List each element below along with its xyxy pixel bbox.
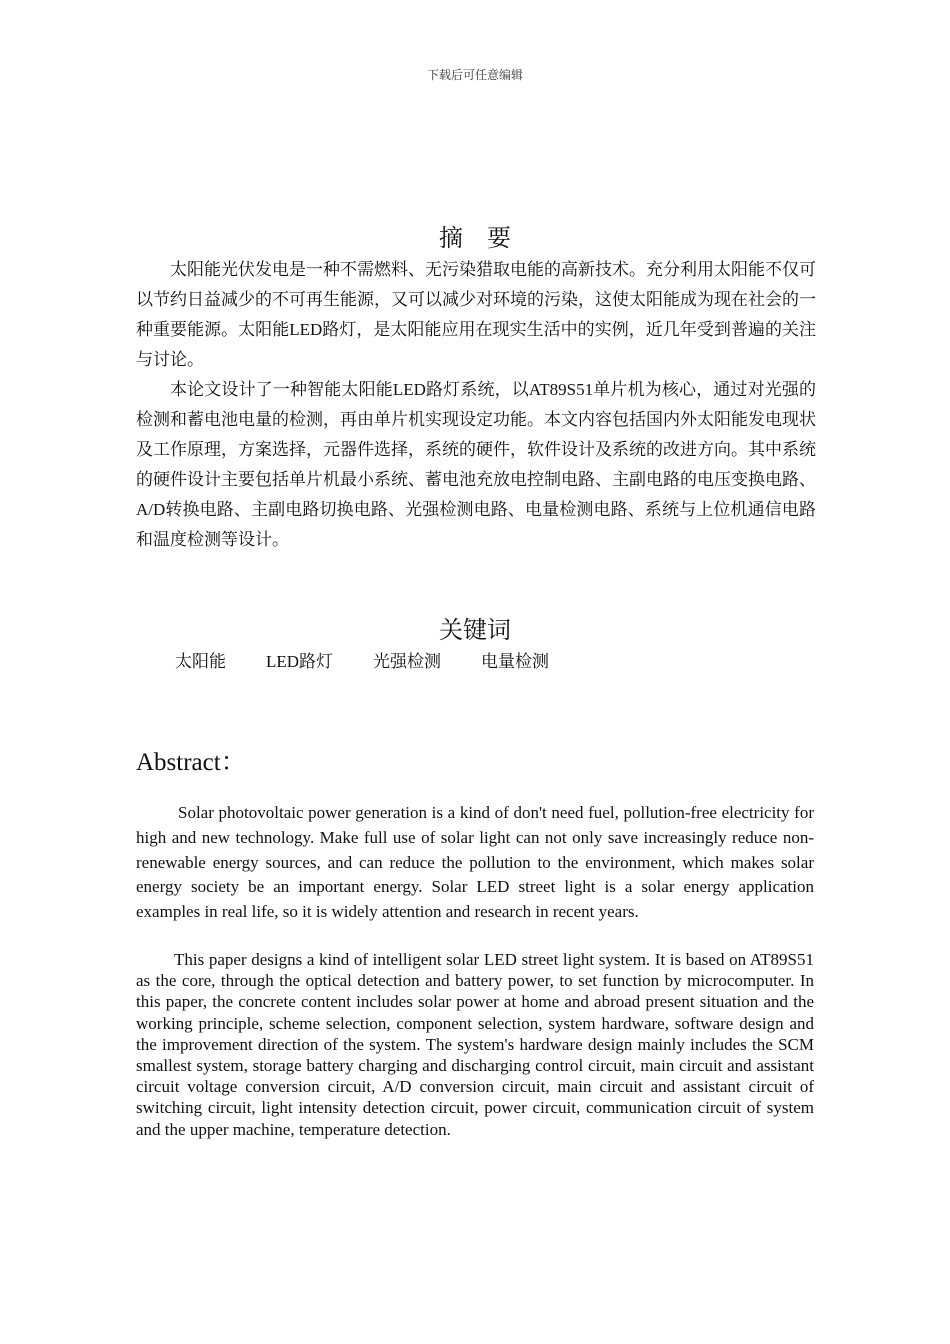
keyword-item: 光强检测 [373, 652, 442, 671]
keyword-item: LED路灯 [266, 652, 334, 671]
keywords-list [175, 647, 589, 677]
abstract-cn-body [136, 255, 816, 555]
keywords-title: 关键词 [439, 616, 511, 644]
abstract-en-paragraph-1-text: Solar photovoltaic power generation is a kind of don't need fuel, pollution-free electricity for high and new technology. Make full use of solar light can not only save increasingly reduce non-renewable energy sources, and can reduce the pollution to the environment, which makes solar energy society be an important energy. Solar LED street light is a solar energy application examples in real life, so it is widely attention and research in recent years. [136, 803, 814, 922]
abstract-cn-title-char-2: 要 [487, 224, 511, 252]
abstract-en-paragraph-2 [136, 949, 814, 1140]
page-header-note: 下载后可任意编辑 [426, 68, 523, 82]
abstract-cn-paragraph-1: 太阳能光伏发电是一种不需燃料、无污染猎取电能的高新技术。充分利用太阳能不仅可以节约日益减少的不可再生能源，又可以减少对环境的污染，这使太阳能成为现在社会的一种重要能源。太阳能LED路灯，是太阳能应用在现实生活中的实例，近几年受到普遍的关注与讨论。 [136, 260, 816, 369]
abstract-cn-title [0, 218, 950, 253]
abstract-cn-paragraph-2: 本论文设计了一种智能太阳能LED路灯系统，以AT89S51单片机为核心，通过对光强的检测和蓄电池电量的检测，再由单片机实现设定功能。本文内容包括国内外太阳能发电现状及工作原理，方案选择，元器件选择，系统的硬件，软件设计及系统的改进方向。其中系统的硬件设计主要包括单片机最小系统、蓄电池充放电控制电路、主副电路的电压变换电路、A/D转换电路、主副电路切换电路、光强检测电路、电量检测电路、系统与上位机通信电路和温度检测等设计。 [136, 380, 816, 549]
abstract-cn-title-char-1: 摘 [439, 224, 463, 252]
keyword-item: 太阳能 [175, 652, 226, 671]
abstract-en-paragraph-1 [136, 801, 814, 925]
keyword-item: 电量检测 [481, 652, 550, 671]
abstract-en-paragraph-2-text: This paper designs a kind of intelligent solar LED street light system. It is based on AT89S51 as the core, through the optical detection and battery power, to set function by microcomputer. In this paper, the concrete content includes solar power at home and abroad present situation and the working principle, scheme selection, component selection, system hardware, software design and the improvement direction of the system. The system's hardware design mainly includes the SCM smallest system, storage battery charging and discharging control circuit, main circuit and assistant circuit voltage conversion circuit, A/D conversion circuit, main circuit and assistant circuit of switching circuit, light intensity detection circuit, power circuit, communication circuit of system and the upper machine, temperature detection. [136, 950, 814, 1139]
abstract-en-heading: Abstract： [136, 749, 246, 776]
